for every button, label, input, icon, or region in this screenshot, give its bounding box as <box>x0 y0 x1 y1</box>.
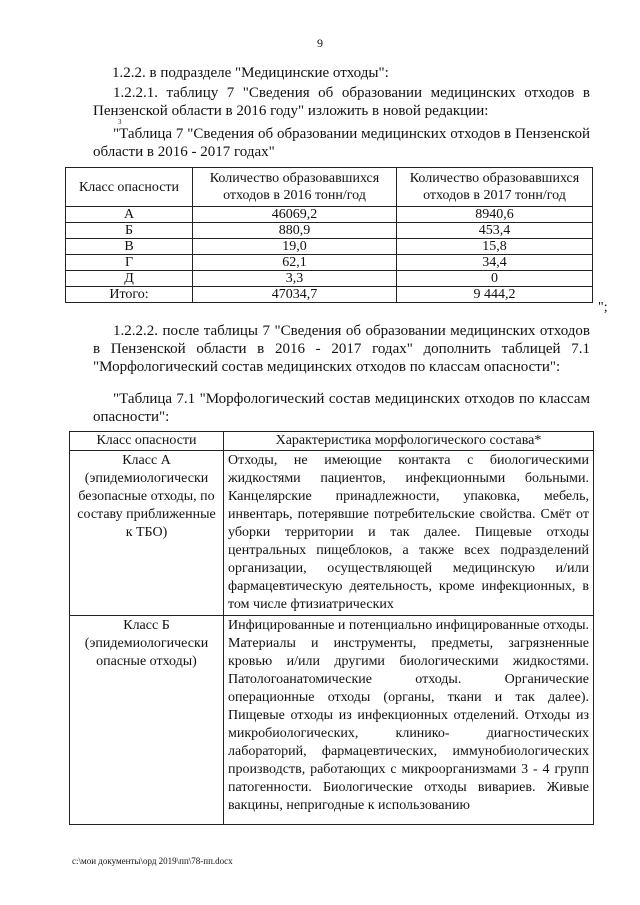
table-row <box>66 239 593 255</box>
table-row <box>70 616 594 825</box>
table-cell: Г <box>66 255 193 271</box>
table-cell: 453,4 <box>397 223 593 239</box>
paragraph-1: 1.2.2. в подразделе "Медицинские отходы": <box>112 65 389 81</box>
table-cell: 9 444,2 <box>397 287 593 303</box>
class-cell: Класс А (эпидемиологически безопасные отходы, по составу приближенные к ТБО) <box>70 451 224 616</box>
table-row <box>66 223 593 239</box>
paragraph-5: "Таблица 7.1 "Морфологический состав медицинских отходов по классам опасности": <box>93 391 590 425</box>
header-cell: Класс опасности <box>70 432 224 451</box>
table-cell: 0 <box>397 271 593 287</box>
table-row-total <box>66 287 593 303</box>
table-cell: 46069,2 <box>193 207 397 223</box>
table-cell: 8940,6 <box>397 207 593 223</box>
table-7 <box>65 167 593 303</box>
table-cell: 15,8 <box>397 239 593 255</box>
table-cell: 880,9 <box>193 223 397 239</box>
table-cell: 47034,7 <box>193 287 397 303</box>
header-cell: Класс опасности <box>66 168 193 207</box>
table-end-mark: "; <box>598 300 608 315</box>
table-cell: 3,3 <box>193 271 397 287</box>
table-cell: Итого: <box>66 287 193 303</box>
superscript-mark: 3 <box>118 118 122 126</box>
header-cell: Характеристика морфологического состава* <box>224 432 594 451</box>
paragraph-4: 1.2.2.2. после таблицы 7 "Сведения об образовании медицинских отходов в Пензенской области в 2016 - 2017 годах" дополнить таблицей 7.1 "Морфологический состав медицинских отходов по классам опасности": <box>93 323 590 375</box>
page-number: 9 <box>317 36 323 50</box>
header-cell: Количество образовавшихся отходов в 2017 тонн/год <box>397 168 593 207</box>
paragraph-3: "Таблица 7 "Сведения об образовании медицинских отходов в Пензенской области в 2016 - 2017 годах" <box>93 126 590 160</box>
table-cell: А <box>66 207 193 223</box>
table-header-row <box>70 432 594 451</box>
table-cell: Б <box>66 223 193 239</box>
file-path-footer: c:\мои документы\орд 2019\пп\78-пп.docx <box>72 856 233 866</box>
class-cell: Класс Б (эпидемиологически опасные отходы) <box>70 616 224 825</box>
table-row <box>66 207 593 223</box>
table-row <box>70 451 594 616</box>
table-header-row <box>66 168 593 207</box>
table-row <box>66 271 593 287</box>
table-cell: В <box>66 239 193 255</box>
table-cell: 19,0 <box>193 239 397 255</box>
description-cell: Отходы, не имеющие контакта с биологическими жидкостями пациентов, инфекционными больными. Канцелярские принадлежности, упаковка, мебель, инвентарь, потерявшие потребительские свойства. Смёт от уборки территории и так далее. Пищевые отходы центральных пищеблоков, а также всех подразделений организации, осуществляющей медицинскую и/или фармацевтическую деятельность, кроме инфекционных, в том числе фтизиатрических <box>224 451 594 616</box>
table-7-1 <box>69 431 594 825</box>
table-row <box>66 255 593 271</box>
table-cell: Д <box>66 271 193 287</box>
header-cell: Количество образовавшихся отходов в 2016 тонн/год <box>193 168 397 207</box>
table-cell: 34,4 <box>397 255 593 271</box>
table-cell: 62,1 <box>193 255 397 271</box>
description-cell: Инфицированные и потенциально инфицированные отходы. Материалы и инструменты, предметы, загрязненные кровью и/или другими биологическими жидкостями. Патологоанатомические отходы. Органические операционные отходы (органы, ткани и так далее). Пищевые отходы из инфекционных отделений. Отходы из микробиологических, клинико- диагностических лабораторий, фармацевтических, иммунобиологических производств, работающих с микроорганизмами 3 - 4 групп патогенности. Биологические отходы вивариев. Живые вакцины, непригодные к использованию <box>224 616 594 825</box>
paragraph-2: 1.2.2.1. таблицу 7 "Сведения об образовании медицинских отходов в Пензенской области в 2016 году" изложить в новой редакции: <box>93 85 590 119</box>
